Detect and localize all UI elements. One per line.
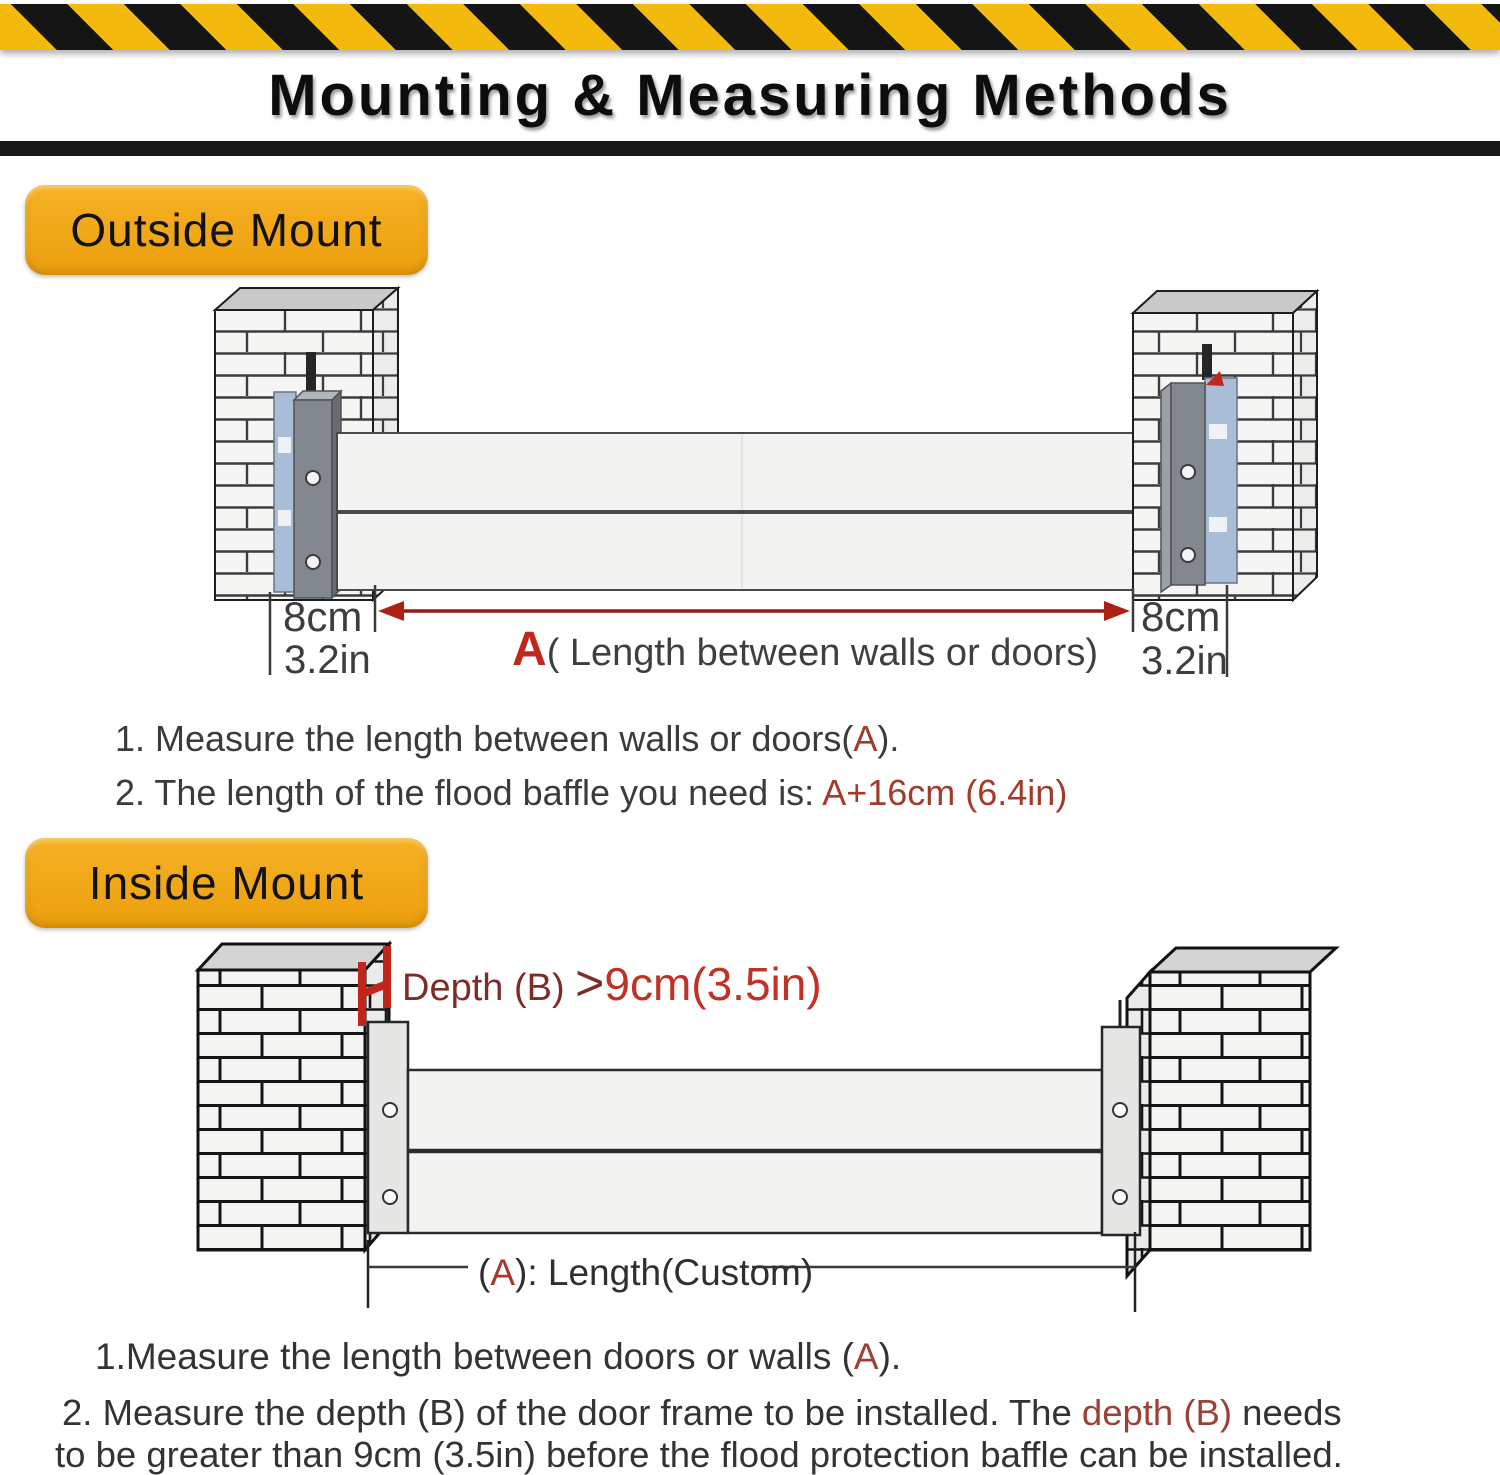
inside-step-1: 1.Measure the length between doors or walls (A). <box>95 1336 902 1377</box>
screw-hole <box>1181 465 1195 479</box>
right-gap-in: 3.2in <box>1141 639 1228 683</box>
inside-mount-badge-label: Inside Mount <box>88 857 365 909</box>
outside-step-2: 2. The length of the flood baffle you need is: A+16cm (6.4in) <box>115 772 1068 813</box>
outside-left-bracket <box>274 391 341 598</box>
screw-hole <box>1113 1190 1127 1204</box>
caution-tape-banner <box>0 4 1500 50</box>
page-title: Mounting & Measuring Methods <box>268 63 1232 128</box>
inside-flood-baffle <box>408 1070 1102 1233</box>
inside-step-2-line-1: 2. Measure the depth (B) of the door frame to be installed. The depth (B) needs <box>62 1392 1342 1433</box>
length-a-symbol: A <box>512 623 547 676</box>
screw-hole <box>306 471 320 485</box>
screw-hole <box>306 555 320 569</box>
screw-hole <box>383 1103 397 1117</box>
left-gap-cm: 8cm <box>283 593 363 640</box>
inside-mount-badge <box>25 838 428 928</box>
inside-right-bracket <box>1102 1000 1140 1235</box>
pin-slot <box>306 352 316 394</box>
seal-strip <box>1205 378 1237 583</box>
inside-right-wall-pillar <box>1127 948 1336 1276</box>
depth-requirement-label: Depth (B) >9cm(3.5in) <box>402 955 822 1011</box>
screw-hole <box>383 1190 397 1204</box>
header-divider <box>0 141 1500 156</box>
outside-flood-baffle <box>337 433 1165 590</box>
left-gap-in: 3.2in <box>284 638 371 682</box>
outside-mount-badge <box>25 185 428 275</box>
arrowhead-right-icon <box>1104 601 1130 621</box>
arrowhead-left-icon <box>378 601 404 621</box>
custom-length-label: (A): Length(Custom) <box>478 1252 814 1293</box>
inside-step-2-line-2: to be greater than 9cm (3.5in) before the flood protection baffle can be installed. <box>55 1434 1343 1475</box>
inside-left-bracket <box>368 1008 408 1233</box>
outside-mount-badge-label: Outside Mount <box>70 204 383 256</box>
outside-step-1: 1. Measure the length between walls or doors(A). <box>115 718 900 759</box>
screw-hole <box>1113 1103 1127 1117</box>
pin-slot <box>1202 344 1212 380</box>
length-a-label: A( Length between walls or doors) <box>512 623 1098 676</box>
screw-hole <box>1181 548 1195 562</box>
outside-right-bracket <box>1161 371 1237 592</box>
right-gap-cm: 8cm <box>1141 593 1221 640</box>
seal-strip <box>274 392 296 592</box>
